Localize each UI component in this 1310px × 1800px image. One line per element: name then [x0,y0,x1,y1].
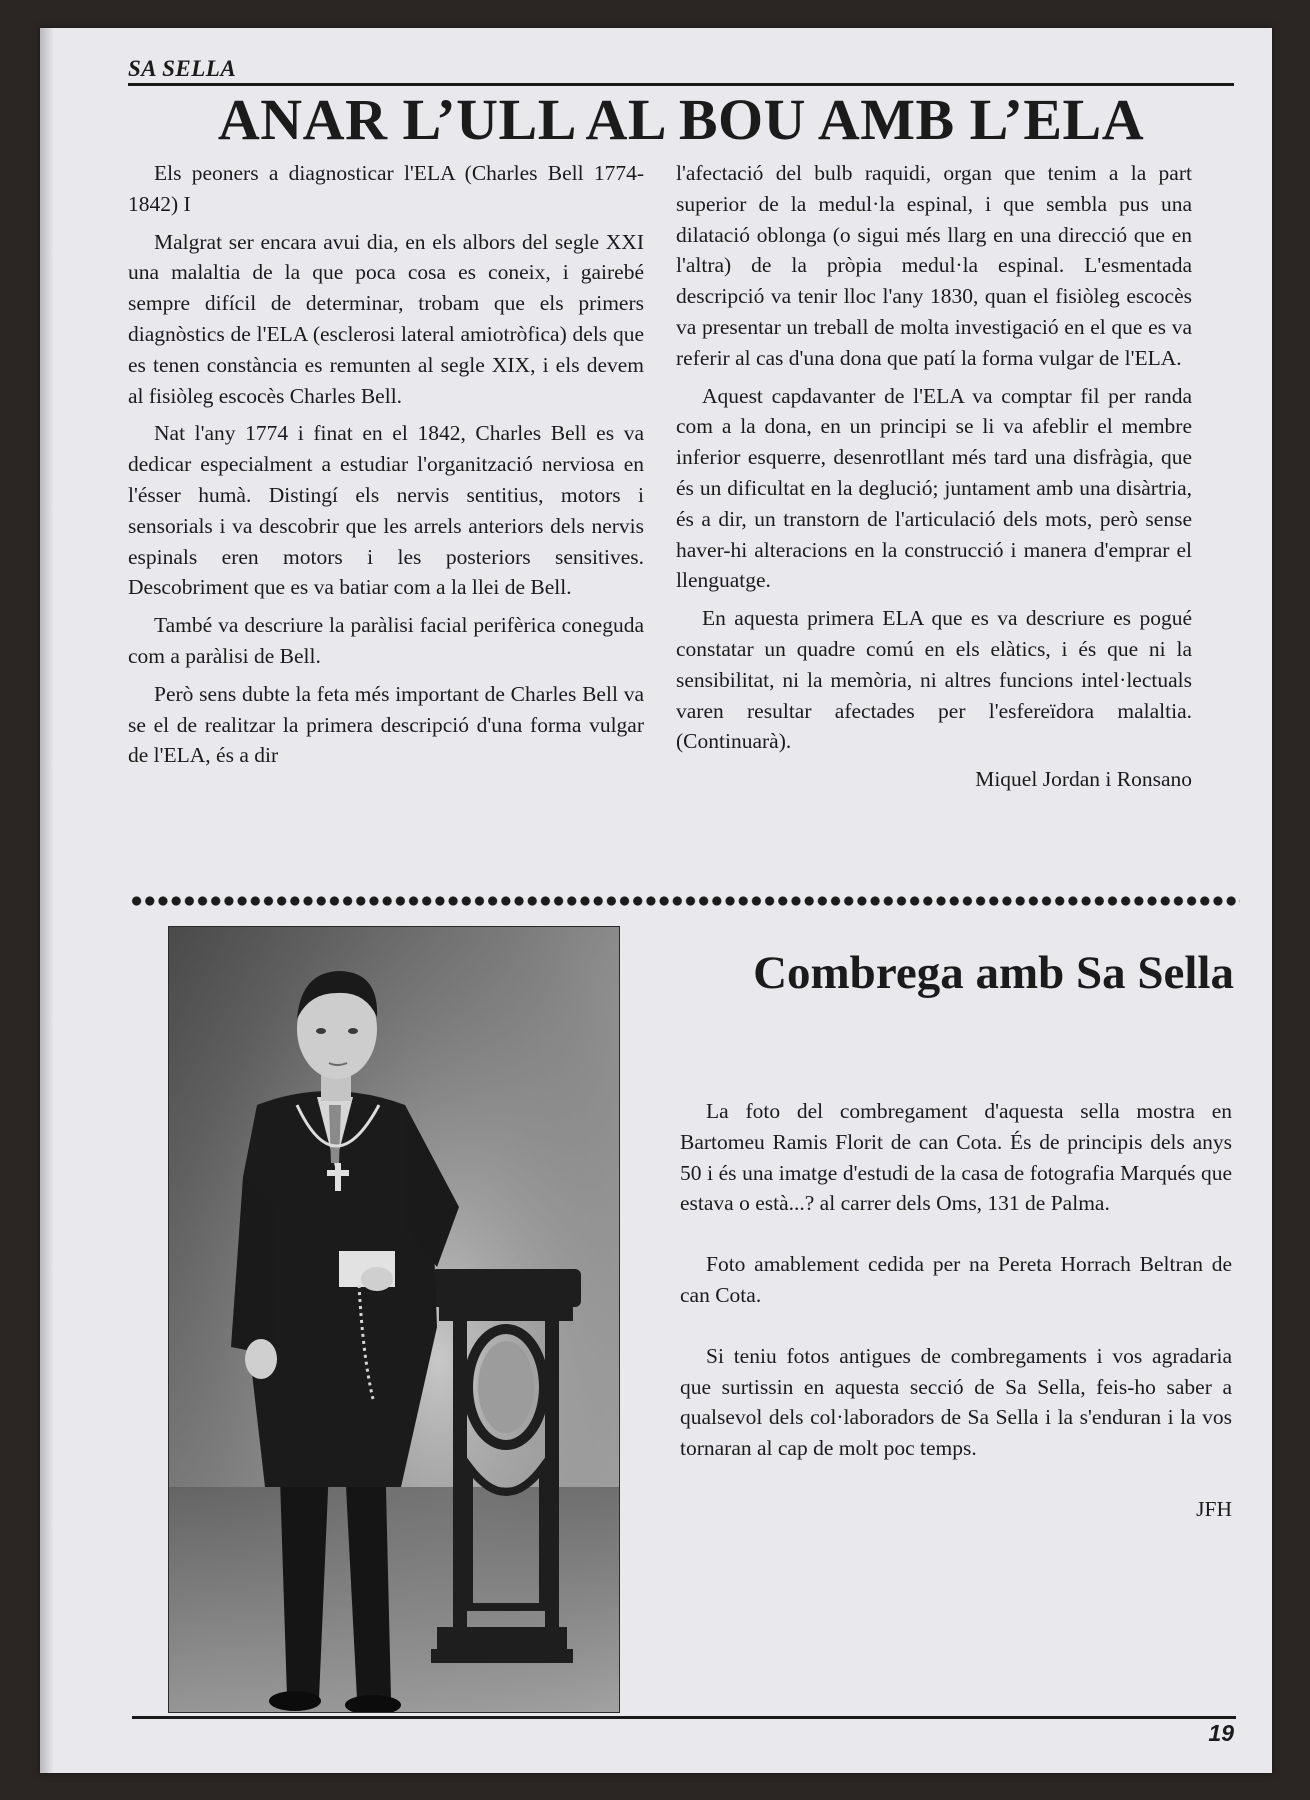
combrega-paragraph: La foto del combregament d'aquesta sella mostra en Bartomeu Ramis Florit de can Cota. És de principis dels anys 50 i és una imatge d'estudi de la casa de fotografia Marqués que estava o està...? al carrer dels Oms, 131 de Palma. [680,1099,1232,1216]
page-spine-shadow [40,28,54,1773]
page-number: 19 [1208,1720,1234,1746]
article-paragraph: En aquesta primera ELA que es va descriure es pogué constatar un quadre comú en els elàtics, i és que ni la sensibilitat, ni la memòria, ni altres funcions intel·lectuals varen resultar afectades per l'esfereïdora malaltia. (Continuarà). [676,606,1192,754]
article-paragraph: Malgrat ser encara avui dia, en els albors del segle XXI una malaltia de la que poca cosa es coneix, i gairebé sempre difícil de determinar, trobam que els primers diagnòstics de l'ELA (esclerosi lateral amiotròfica) dels que es tenen constància es remunten al segle XIX, i els devem al fisiòleg escocès Charles Bell. [128,229,644,408]
combrega-column [680,1096,1232,1525]
header-rule [128,83,1234,86]
article-paragraph: Aquest capdavanter de l'ELA va comptar fil per randa com a la dona, en un principi se li va afeblir el membre inferior esquerre, desenrotllant més tard una disfràgia, que és un dificultat en la deglució; juntament amb una disàrtria, és a dir, un transtorn de l'articulació dels mots, però sense haver-hi alteracions en la construcció i manera d'emprar el llenguatge. [676,383,1192,593]
article-column-right [676,158,1192,795]
article-paragraph: També va descriure la paràlisi facial perifèrica coneguda com a paràlisi de Bell. [128,613,644,668]
article-paragraph: Nat l'any 1774 i finat en el 1842, Charles Bell es va dedicar especialment a estudiar l'organització nerviosa en l'ésser humà. Distingí els nervis sentitius, motors i sensorials i va descobrir que les arrels anteriors dels nervis espinals eren motors i les posteriors sensitives. Descobriment que es va batiar com a la llei de Bell. [128,421,644,600]
article-byline: Miquel Jordan i Ronsano [975,767,1192,792]
combrega-paragraph: Si teniu fotos antigues de combregaments i vos agradaria que surtissin en aquesta secció de Sa Sella, feis-ho saber a qualsevol dels col·laboradors de Sa Sella i la s'enduran i la vos tornaran al cap de molt poc temps. [680,1343,1232,1461]
combrega-signature: JFH [1196,1496,1232,1521]
dotted-separator [130,894,1240,908]
combrega-paragraph: Foto amablement cedida per na Pereta Horrach Beltran de can Cota. [680,1252,1232,1307]
communion-photo [168,926,620,1713]
magazine-page [40,28,1272,1773]
article-paragraph: Els peoners a diagnosticar l'ELA (Charles Bell 1774-1842) I [128,161,644,216]
footer-rule [132,1716,1236,1719]
article-paragraph: l'afectació del bulb raquidi, organ que tenim a la part superior de la medul·la espinal, i que sembla pus una dilatació oblonga (o sigui més llarg en una direcció que en l'altra) de la pròpia medul·la espinal. L'esmentada descripció va tenir lloc l'any 1830, quan el fisiòleg escocès va presentar un treball de molta investigació en el que es va referir al cas d'una dona que patí la forma vulgar de l'ELA. [676,161,1192,370]
section-title: Combrega amb Sa Sella [753,947,1234,999]
communion-photo-illustration [169,927,619,1712]
article-paragraph: Però sens dubte la feta més important de Charles Bell va se el de realitzar la primera descripció d'una forma vulgar de l'ELA, és a dir [128,681,644,768]
article-column-left [128,158,644,778]
section-label: SA SELLA [128,56,237,81]
article-headline: ANAR L’ULL AL BOU AMB L’ELA [217,87,1145,152]
